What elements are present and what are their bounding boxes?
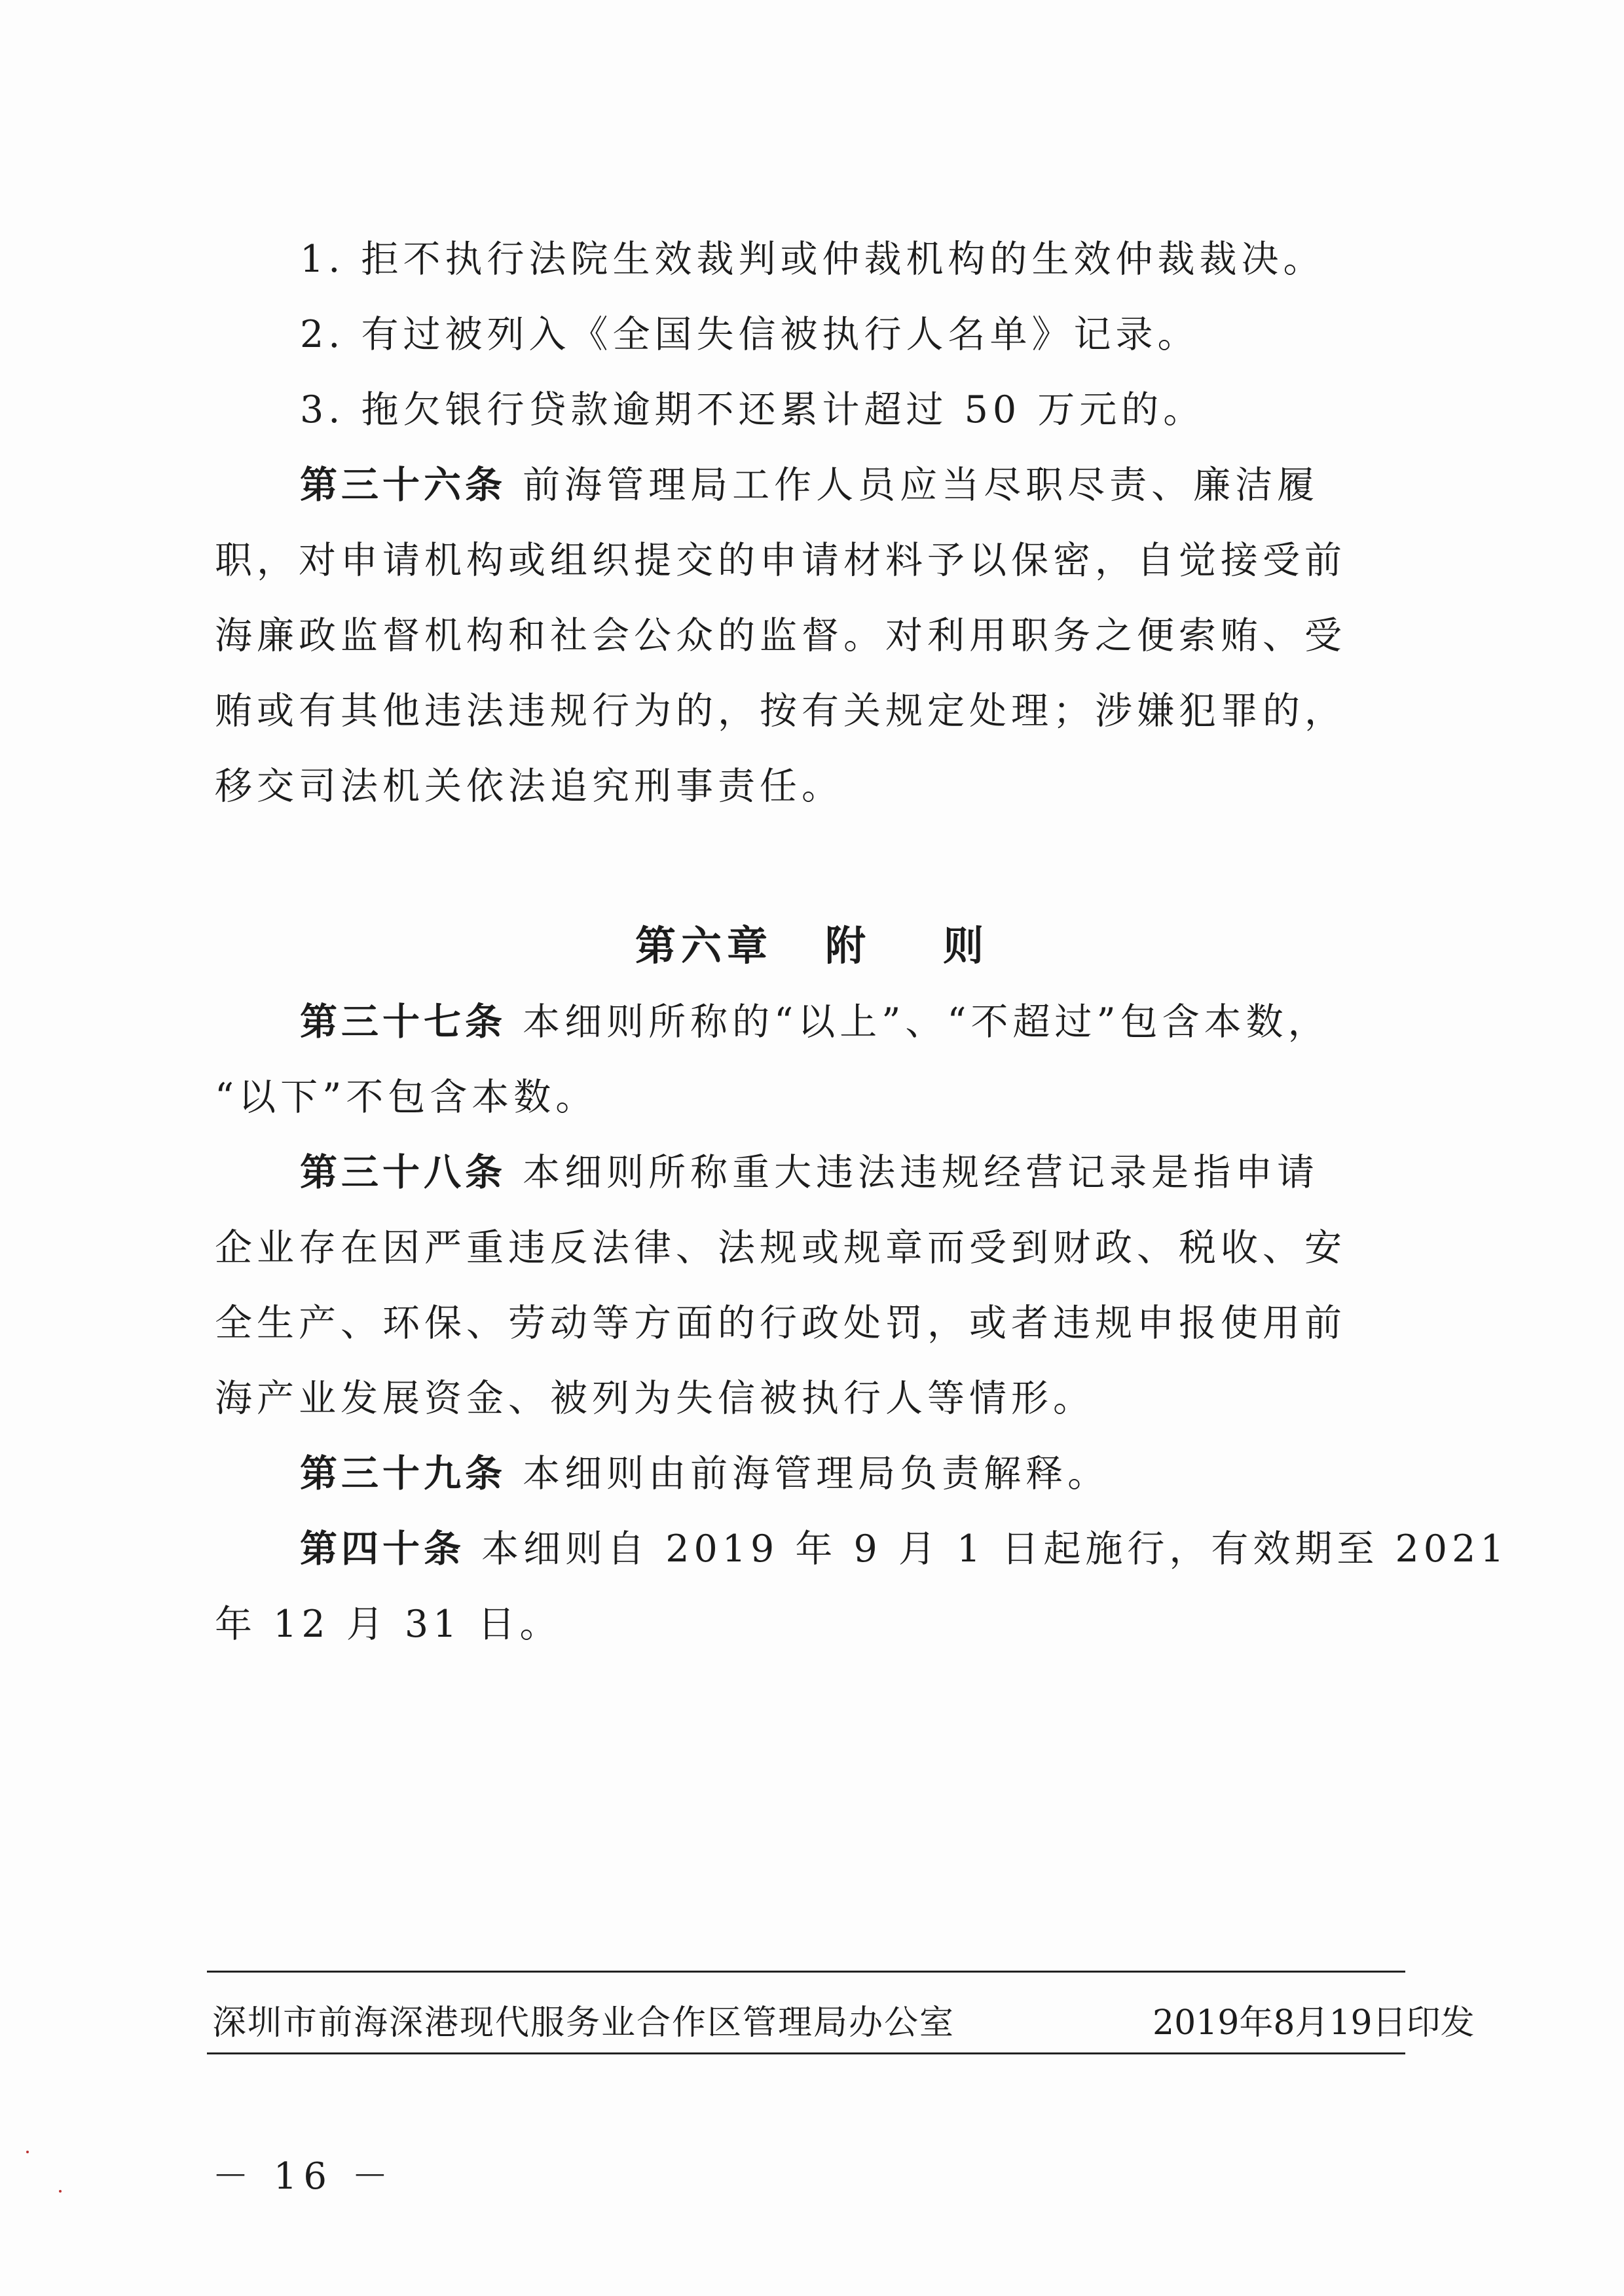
chapter-title-part-2: 则 (943, 922, 989, 970)
article-36-heading: 第三十六条 (300, 464, 506, 507)
article-37-line-1 (300, 998, 1330, 1046)
article-36-line-5: 移交司法机关依法追究刑事责任。 (215, 765, 843, 808)
article-36-line-3: 海廉政监督机构和社会公众的监督。对利用职务之便索贿、受 (215, 614, 1346, 657)
article-38-line-3: 全生产、环保、劳动等方面的行政处罚，或者违规申报使用前 (215, 1302, 1346, 1345)
chapter-number: 第六章 (635, 922, 773, 970)
list-item-text: 3. 拖欠银行贷款逾期不还累计超过 50 万元的。 (300, 388, 1206, 431)
article-39-text: 本细则由前海管理局负责解释。 (506, 1452, 1110, 1495)
scan-speck (59, 2190, 62, 2193)
scan-speck (26, 2151, 29, 2153)
article-40-line-2: 年 12 月 31 日。 (215, 1603, 562, 1646)
article-38-heading: 第三十八条 (300, 1151, 506, 1194)
article-36-line-2: 职，对申请机构或组织提交的申请材料予以保密，自觉接受前 (215, 539, 1346, 582)
footer-date: 2019年8月19日印发 (1153, 2003, 1475, 2043)
article-40-text: 本细则自 2019 年 9 月 1 日起施行，有效期至 2021 (465, 1527, 1509, 1571)
footer-issuer: 深圳市前海深港现代服务业合作区管理局办公室 (212, 2003, 955, 2043)
article-38-line-2: 企业存在因严重违反法律、法规或规章而受到财政、税收、安 (215, 1226, 1346, 1269)
article-38-line-1 (300, 1149, 1319, 1196)
list-item-text: 2. 有过被列入《全国失信被执行人名单》记录。 (300, 313, 1200, 356)
article-38-text: 本细则所称重大违法违规经营记录是指申请 (506, 1151, 1320, 1194)
chapter-title-part-1: 附 (824, 922, 871, 970)
article-40-heading: 第四十条 (300, 1527, 465, 1571)
article-37-line-2: “以下”不包含本数。 (215, 1076, 598, 1119)
article-36-line-4: 贿或有其他违法违规行为的，按有关规定处理；涉嫌犯罪的， (215, 689, 1346, 733)
article-37-text: 本细则所称的“以上”、“不超过”包含本数， (506, 1000, 1330, 1044)
article-36-text: 前海管理局工作人员应当尽职尽责、廉洁履 (506, 464, 1320, 507)
footer-bottom-rule (207, 2052, 1405, 2054)
article-36-line-1 (300, 462, 1319, 509)
article-39-line-1 (300, 1450, 1109, 1497)
article-37-heading: 第三十七条 (300, 1000, 506, 1044)
article-39-heading: 第三十九条 (300, 1452, 506, 1495)
chapter-heading (0, 913, 1624, 972)
list-item-text: 1. 拒不执行法院生效裁判或仲裁机构的生效仲裁裁决。 (300, 238, 1325, 281)
page-number: － 16 － (212, 2155, 395, 2198)
footer-top-rule (207, 1971, 1405, 1973)
article-40-line-1 (300, 1525, 1509, 1573)
article-38-line-4: 海产业发展资金、被列为失信被执行人等情形。 (215, 1377, 1095, 1420)
